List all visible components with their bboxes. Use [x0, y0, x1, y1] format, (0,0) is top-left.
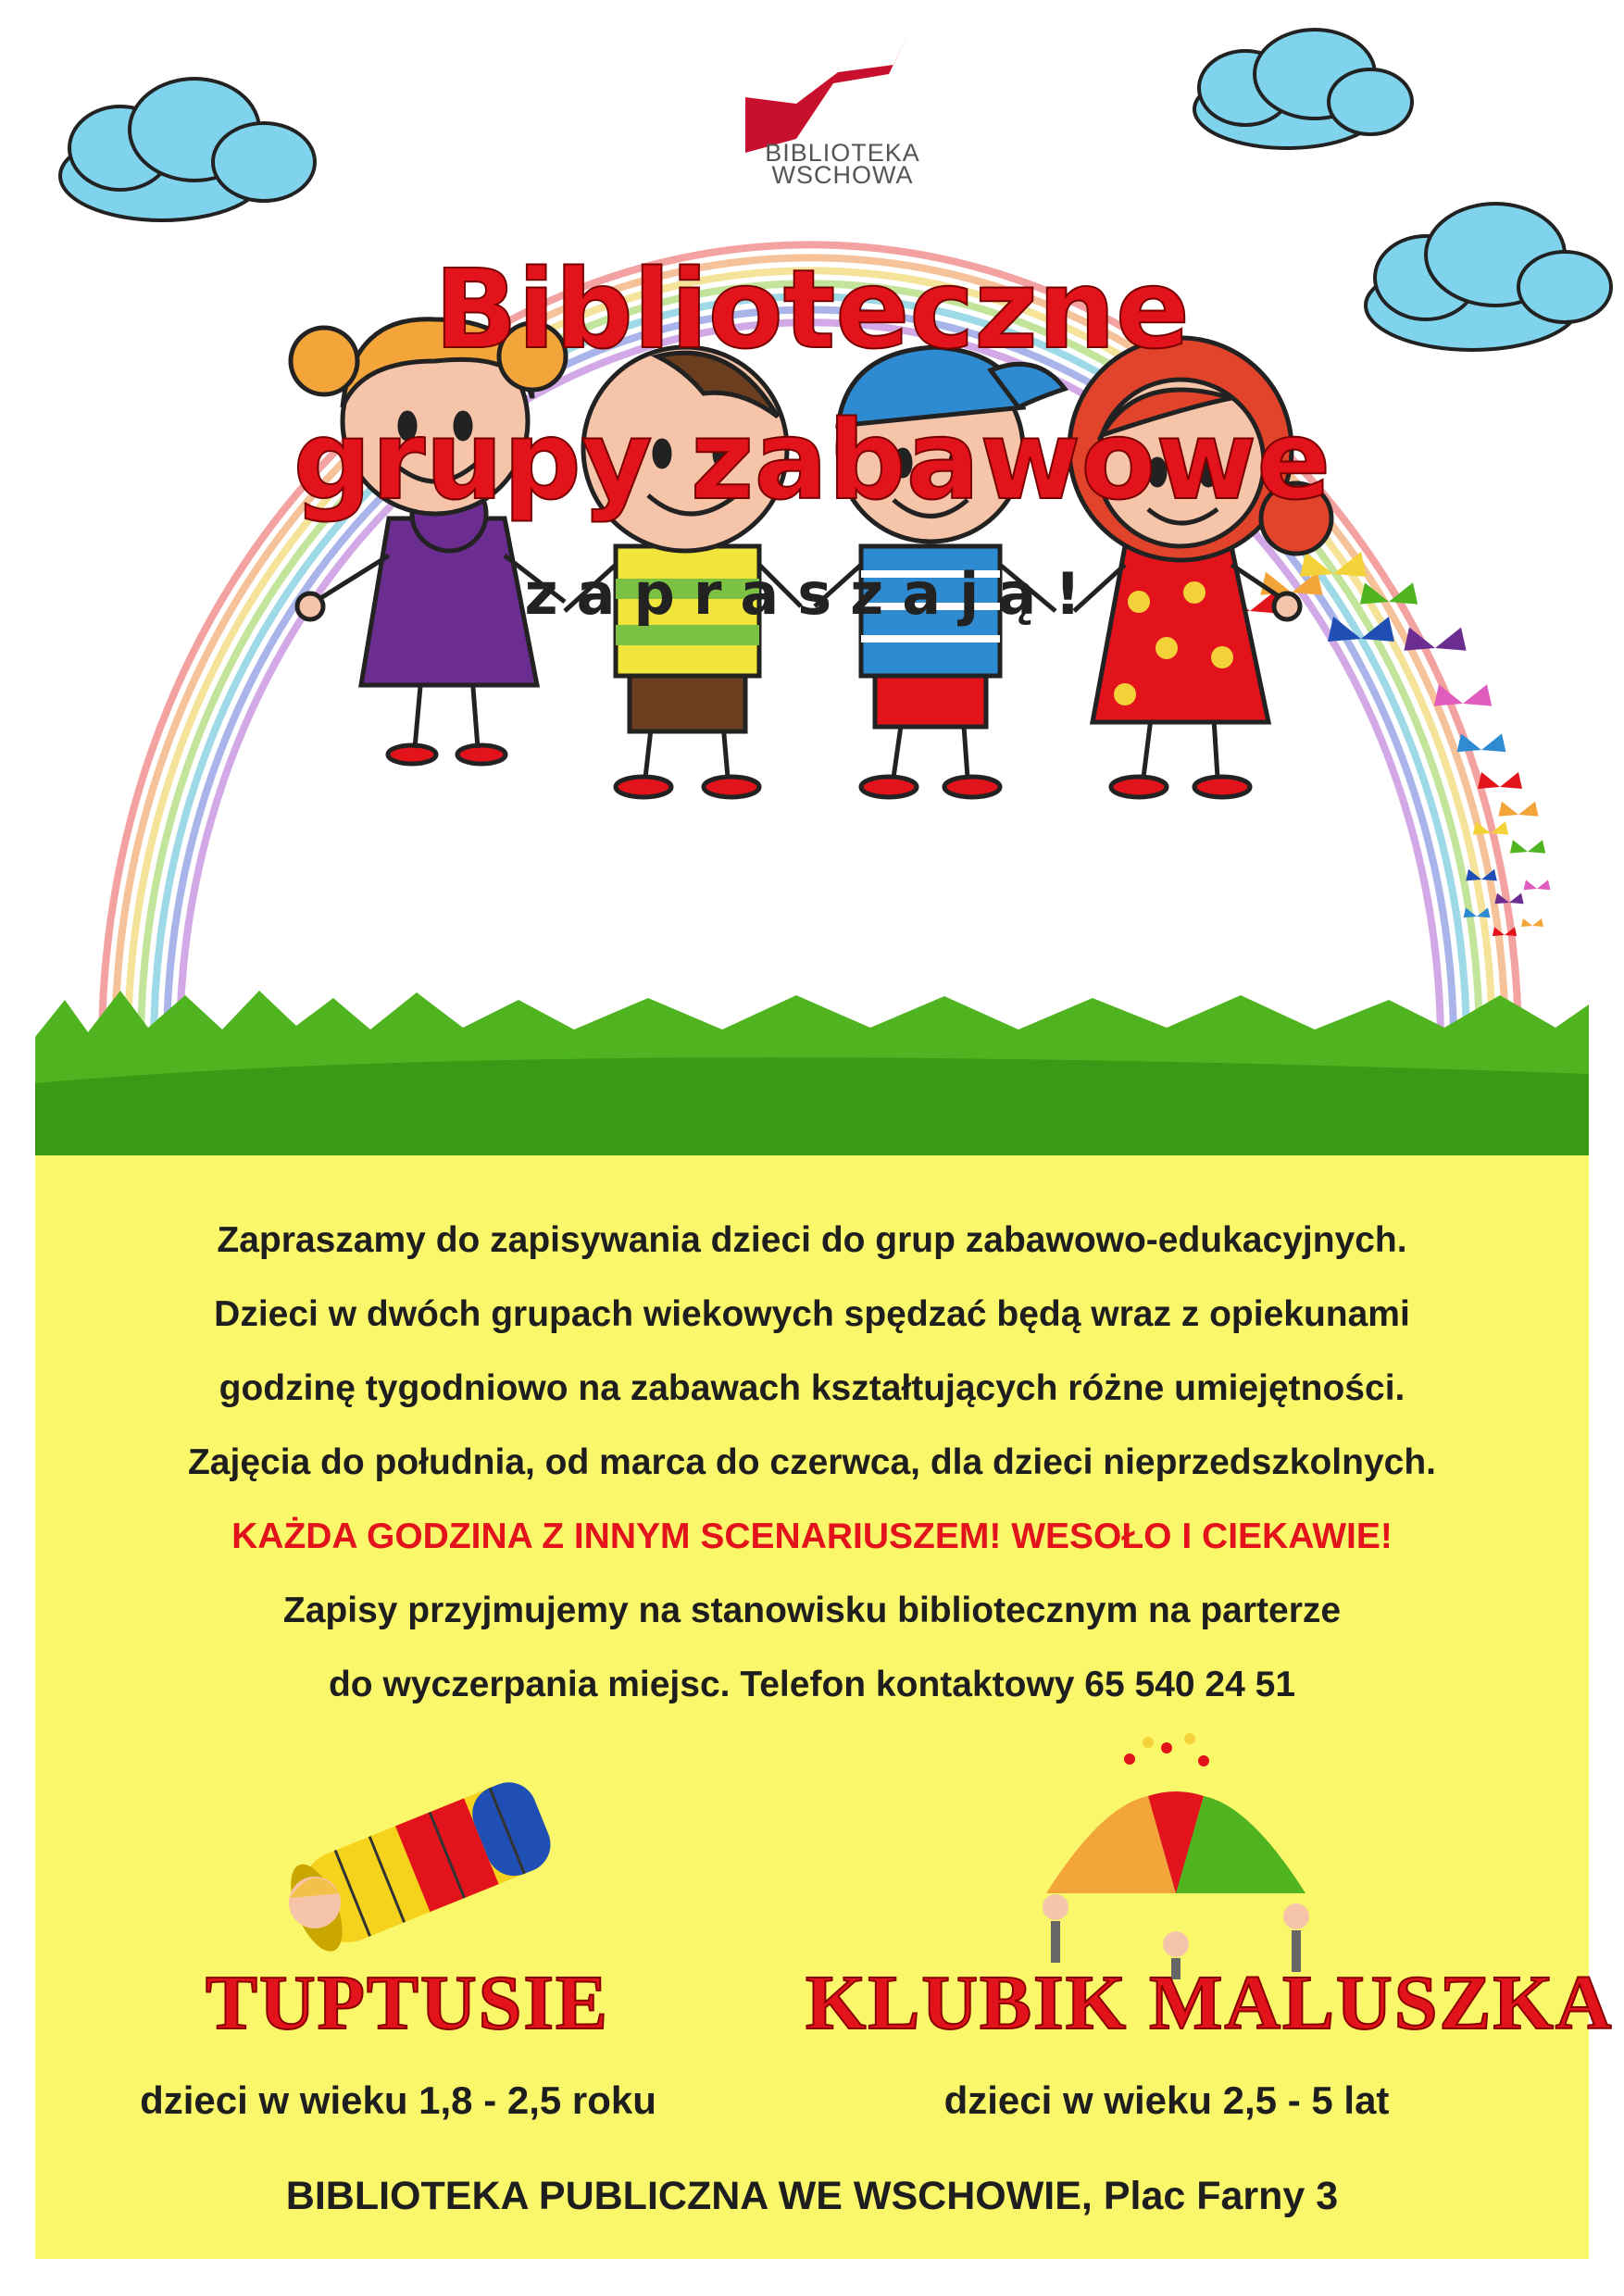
butterfly-icon	[1493, 927, 1517, 936]
butterfly-icon	[1521, 918, 1543, 927]
library-name: BIBLIOTEKA PUBLICZNA WE WSCHOWIE,	[285, 2174, 1093, 2218]
butterfly-icon	[1498, 802, 1538, 817]
title-line-2: grupy zabawowe	[293, 396, 1331, 524]
library-logo-icon	[745, 26, 912, 153]
butterfly-icon	[1524, 880, 1551, 890]
body-line: Zajęcia do południa, od marca do czerwca, dla dzieci nieprzedszkolnych.	[187, 1442, 1437, 1482]
butterfly-icon	[1464, 907, 1491, 917]
cloud-left	[60, 79, 315, 220]
children-illustration	[291, 319, 1331, 797]
library-address	[35, 2174, 1589, 2219]
body-line: do wyczerpania miejsc. Telefon kontaktowy 65 540 24 51	[328, 1665, 1296, 1704]
group-name-tuptusie: TUPTUSIE	[205, 1960, 610, 2046]
butterfly-icon	[1466, 869, 1497, 881]
logo-line-1: BIBLIOTEKA	[765, 139, 920, 167]
group-name-klubik-maluszka: KLUBIK MALUSZKA	[806, 1960, 1614, 2046]
play-tunnel-icon	[273, 1764, 574, 1963]
logo-line-2: WSCHOWA	[771, 161, 914, 189]
parachute-play-icon	[1028, 1731, 1324, 1981]
body-line: Zapraszamy do zapisywania dzieci do grup zabawowo-edukacyjnych.	[217, 1220, 1407, 1260]
body-line: godzinę tygodniowo na zabawach kształtujących różne umiejętności.	[219, 1368, 1405, 1408]
grass	[35, 991, 1589, 1157]
body-highlight-line: KAŻDA GODZINA Z INNYM SCENARIUSZEM! WESOŁO I CIEKAWIE!	[231, 1516, 1393, 1556]
group-age-tuptusie: dzieci w wieku 1,8 - 2,5 roku	[140, 2078, 656, 2122]
library-street: Plac Farny 3	[1103, 2174, 1339, 2218]
title-line-1: Biblioteczne	[434, 245, 1190, 373]
body-line: Zapisy przyjmujemy na stanowisku bibliotecznym na parterze	[282, 1591, 1342, 1630]
butterfly-icon	[1457, 733, 1506, 752]
subtitle: zapraszają!	[524, 560, 1100, 628]
kid-girl-orange	[291, 319, 566, 764]
butterfly-icon	[1478, 772, 1522, 789]
group-age-klubik-maluszka: dzieci w wieku 2,5 - 5 lat	[943, 2078, 1390, 2122]
cloud-top	[1194, 30, 1412, 148]
body-line: Dzieci w dwóch grupach wiekowych spędzać będą wraz z opiekunami	[214, 1294, 1410, 1334]
butterfly-icon	[1510, 840, 1545, 853]
butterfly-icon	[1404, 628, 1466, 651]
butterfly-icon	[1434, 684, 1492, 705]
